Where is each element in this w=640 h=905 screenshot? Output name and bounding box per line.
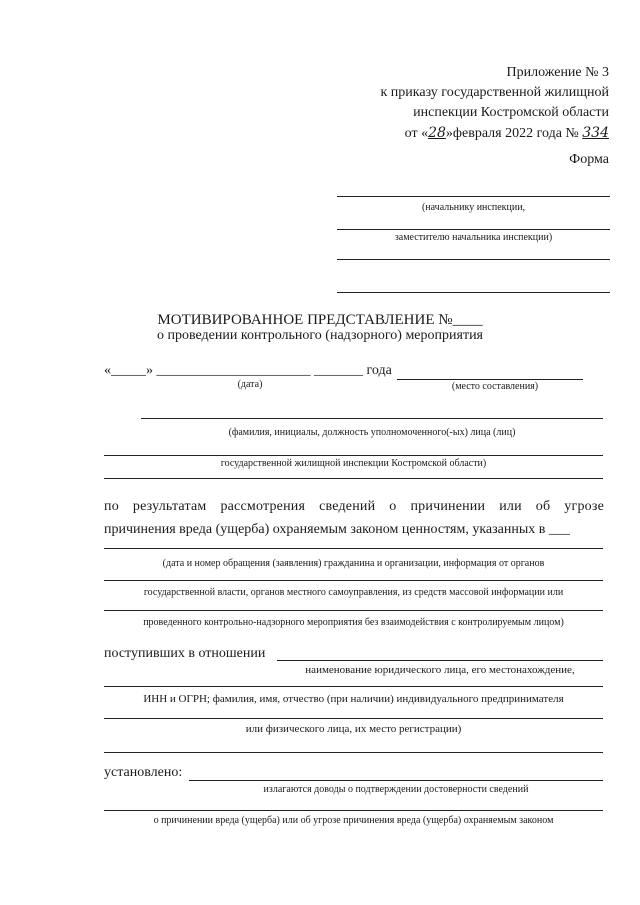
results-line-b <box>104 580 603 581</box>
appendix-number: Приложение № 3 <box>506 65 609 80</box>
results-line-2: причинения вреда (ущерба) охраняемым законом ценностям, указанных в ___ <box>104 522 570 537</box>
results-caption-2: государственной власти, органов местного самоуправления, из средств массовой информации или <box>143 587 564 598</box>
recipient-caption-1: (начальнику инспекции, <box>421 202 526 213</box>
date-row-text: «_____» ______________________ _______ года <box>104 363 392 378</box>
recipient-line-4 <box>337 292 610 293</box>
regarding-line-1 <box>277 660 603 661</box>
established-line-2 <box>104 810 603 811</box>
order-date-middle: »февраля 2022 года № <box>445 126 579 141</box>
order-date-prefix: от « <box>404 126 429 141</box>
order-date-line <box>405 123 609 144</box>
recipient-line-3 <box>337 259 610 260</box>
inspection-name: инспекции Костромской области <box>413 105 609 120</box>
place-line <box>397 379 583 380</box>
form-label: Форма <box>569 152 609 167</box>
recipient-line-2 <box>337 229 610 230</box>
results-line-1: по результатам рассмотрения сведений о причинении или об угрозе <box>104 499 604 514</box>
established-caption-1: излагаются доводы о подтверждении достоверности сведений <box>263 784 529 795</box>
official-caption-1: (фамилия, инициалы, должность уполномоченного(-ых) лица (лиц) <box>228 427 516 438</box>
order-reference: к приказу государственной жилищной <box>380 85 609 100</box>
regarding-caption-1: наименование юридического лица, его местонахождение, <box>305 664 575 676</box>
order-day-handwritten: 28 <box>428 125 446 141</box>
regarding-line-2 <box>104 686 603 687</box>
results-caption-1: (дата и номер обращения (заявления) гражданина и организации, информация от органов <box>162 558 545 569</box>
regarding-label: поступивших в отношении <box>104 646 266 661</box>
regarding-caption-3: или физического лица, их место регистрации) <box>245 723 462 735</box>
results-caption-3: проведенного контрольно-надзорного мероприятия без взаимодействия с контролируемым лицом) <box>143 617 564 628</box>
date-caption: (дата) <box>237 379 263 390</box>
regarding-line-4 <box>104 752 603 753</box>
official-caption-2: государственной жилищной инспекции Костромской области) <box>220 458 487 469</box>
recipient-line-1 <box>337 196 610 197</box>
order-number-handwritten: 334 <box>582 125 609 141</box>
recipient-caption-2: заместителю начальника инспекции) <box>394 232 553 243</box>
established-caption-2: о причинении вреда (ущерба) или об угрозе причинения вреда (ущерба) охраняемым законом <box>153 815 554 826</box>
established-line-1 <box>189 780 603 781</box>
established-label: установлено: <box>104 765 183 780</box>
official-line-2 <box>104 455 603 456</box>
document-title: МОТИВИРОВАННОЕ ПРЕДСТАВЛЕНИЕ №____ <box>157 312 483 328</box>
place-caption: (место составления) <box>451 381 539 392</box>
results-line-a <box>104 548 603 549</box>
results-line-c <box>104 610 603 611</box>
regarding-line-3 <box>104 718 603 719</box>
regarding-caption-2: ИНН и ОГРН; фамилия, имя, отчество (при наличии) индивидуального предпринимателя <box>143 693 564 705</box>
document-subtitle: о проведении контрольного (надзорного) мероприятия <box>156 328 483 343</box>
official-line-3 <box>104 478 603 479</box>
official-line-1 <box>141 418 603 419</box>
